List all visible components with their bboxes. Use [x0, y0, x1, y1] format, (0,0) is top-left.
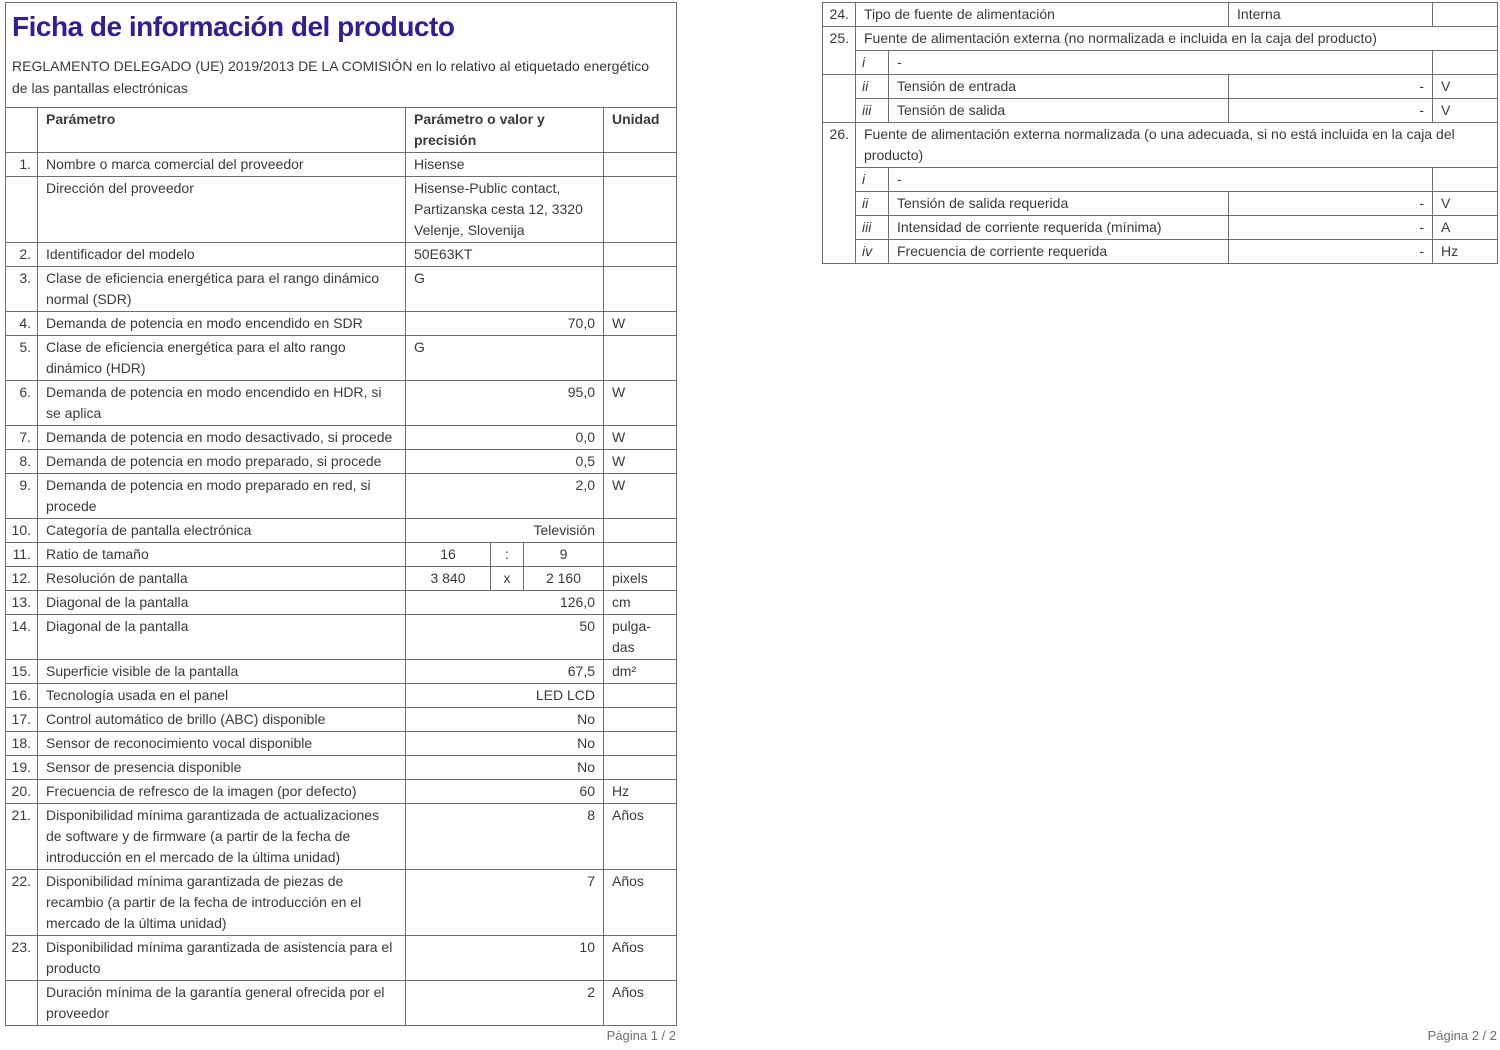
param-cell: Tecnología usada en el panel — [38, 684, 406, 708]
num-cell: 8. — [6, 450, 38, 474]
table-row — [6, 615, 677, 660]
table-row — [6, 450, 677, 474]
unit-cell — [604, 684, 677, 708]
unit-cell — [604, 177, 677, 243]
param-cell: Tensión de salida — [889, 99, 1229, 123]
num-cell: 9. — [6, 474, 38, 519]
unit-cell: V — [1433, 192, 1498, 216]
num-cell: 21. — [6, 804, 38, 870]
num-cell — [823, 75, 856, 123]
table-row — [6, 519, 677, 543]
table-row — [6, 936, 677, 981]
title-row — [6, 3, 677, 108]
table-row — [6, 732, 677, 756]
group-header-cell: Fuente de alimentación externa normalizada (o una adecuada, si no está incluida en la caja del producto) — [856, 123, 1498, 168]
value-cell: Hisense-Public contact, Partizanska cesta 12, 3320 Velenje, Slovenija — [406, 177, 604, 243]
param-cell: Control automático de brillo (ABC) disponible — [38, 708, 406, 732]
num-cell: 2. — [6, 243, 38, 267]
table-row — [823, 3, 1498, 27]
table-subrow — [823, 192, 1498, 216]
table-row-group-header — [823, 123, 1498, 168]
param-cell: Disponibilidad mínima garantizada de piezas de recambio (a partir de la fecha de introducción en el mercado de la última unidad) — [38, 870, 406, 936]
param-cell: Sensor de reconocimiento vocal disponible — [38, 732, 406, 756]
unit-cell: Años — [604, 981, 677, 1026]
param-cell: Frecuencia de corriente requerida — [889, 240, 1229, 264]
param-cell: Ratio de tamaño — [38, 543, 406, 567]
value-cell: - — [889, 168, 1433, 192]
unit-cell: W — [604, 450, 677, 474]
num-cell: 1. — [6, 153, 38, 177]
regulation-subtitle: REGLAMENTO DELEGADO (UE) 2019/2013 DE LA COMISIÓN en lo relativo al etiquetado energético de las pantallas electrónicas — [12, 58, 650, 96]
unit-cell: Años — [604, 870, 677, 936]
table-row — [6, 243, 677, 267]
unit-cell: W — [604, 474, 677, 519]
table-row — [6, 543, 677, 567]
param-cell: Disponibilidad mínima garantizada de actualizaciones de software y de firmware (a partir de la fecha de introducción en el mercado de la última unidad) — [38, 804, 406, 870]
param-cell: Demanda de potencia en modo preparado en red, si procede — [38, 474, 406, 519]
value-cell: 10 — [406, 936, 604, 981]
title-block — [6, 3, 677, 108]
param-cell: Demanda de potencia en modo encendido en SDR — [38, 312, 406, 336]
param-cell: Sensor de presencia disponible — [38, 756, 406, 780]
table-row — [6, 177, 677, 243]
param-cell: Tensión de salida requerida — [889, 192, 1229, 216]
product-fiche-page-1 — [5, 2, 676, 1026]
value-cell-a: 3 840 — [406, 567, 491, 591]
num-cell: 18. — [6, 732, 38, 756]
param-cell: Categoría de pantalla electrónica — [38, 519, 406, 543]
value-cell: 60 — [406, 780, 604, 804]
value-cell: 2,0 — [406, 474, 604, 519]
num-cell: 14. — [6, 615, 38, 660]
subindex-cell: iii — [856, 216, 889, 240]
value-cell: No — [406, 756, 604, 780]
unit-cell: cm — [604, 591, 677, 615]
table-row — [6, 336, 677, 381]
param-cell: Clase de eficiencia energética para el alto rango dinámico (HDR) — [38, 336, 406, 381]
page-title: Ficha de información del producto — [12, 11, 455, 42]
unit-cell: Años — [604, 804, 677, 870]
header-unit-cell: Unidad — [604, 108, 677, 153]
subindex-cell: ii — [856, 75, 889, 99]
param-cell: Demanda de potencia en modo desactivado, si procede — [38, 426, 406, 450]
param-cell: Clase de eficiencia energética para el rango dinámico normal (SDR) — [38, 267, 406, 312]
table-row — [6, 474, 677, 519]
product-fiche-table — [5, 2, 677, 1026]
value-cell: 2 — [406, 981, 604, 1026]
power-supply-table — [822, 2, 1498, 264]
table-row — [6, 708, 677, 732]
value-cell: Interna — [1229, 3, 1433, 27]
num-cell: 12. — [6, 567, 38, 591]
value-cell: 67,5 — [406, 660, 604, 684]
param-cell: Superficie visible de la pantalla — [38, 660, 406, 684]
header-num-cell — [6, 108, 38, 153]
table-subrow — [823, 240, 1498, 264]
num-cell: 25. — [823, 27, 856, 75]
unit-cell — [604, 153, 677, 177]
num-cell — [6, 177, 38, 243]
table-row — [6, 870, 677, 936]
value-cell: 70,0 — [406, 312, 604, 336]
subindex-cell: iii — [856, 99, 889, 123]
table-subrow — [823, 99, 1498, 123]
unit-cell: V — [1433, 99, 1498, 123]
table-subrow — [823, 168, 1498, 192]
value-cell: - — [1229, 240, 1433, 264]
num-cell: 13. — [6, 591, 38, 615]
value-cell: LED LCD — [406, 684, 604, 708]
unit-cell — [1433, 51, 1498, 75]
value-cell: Televisión — [406, 519, 604, 543]
unit-cell: Hz — [604, 780, 677, 804]
num-cell: 19. — [6, 756, 38, 780]
unit-cell: V — [1433, 75, 1498, 99]
unit-cell — [1433, 3, 1498, 27]
num-cell: 24. — [823, 3, 856, 27]
param-cell: Frecuencia de refresco de la imagen (por defecto) — [38, 780, 406, 804]
param-cell: Identificador del modelo — [38, 243, 406, 267]
num-cell: 7. — [6, 426, 38, 450]
num-cell: 16. — [6, 684, 38, 708]
table-row — [6, 591, 677, 615]
unit-cell — [604, 243, 677, 267]
param-cell: Nombre o marca comercial del proveedor — [38, 153, 406, 177]
unit-cell: W — [604, 426, 677, 450]
unit-cell — [1433, 168, 1498, 192]
param-cell: Demanda de potencia en modo encendido en HDR, si se aplica — [38, 381, 406, 426]
value-cell: 8 — [406, 804, 604, 870]
param-cell: Resolución de pantalla — [38, 567, 406, 591]
unit-cell: A — [1433, 216, 1498, 240]
table-row — [6, 381, 677, 426]
header-param-cell: Parámetro — [38, 108, 406, 153]
product-fiche-page-2 — [822, 2, 1497, 264]
num-cell: 4. — [6, 312, 38, 336]
unit-cell — [604, 708, 677, 732]
subindex-cell: i — [856, 168, 889, 192]
num-cell: 10. — [6, 519, 38, 543]
table-row — [6, 567, 677, 591]
table-row — [6, 804, 677, 870]
num-cell: 5. — [6, 336, 38, 381]
value-cell: - — [1229, 75, 1433, 99]
value-cell: G — [406, 267, 604, 312]
table-subrow — [823, 75, 1498, 99]
subindex-cell: iv — [856, 240, 889, 264]
param-cell: Demanda de potencia en modo preparado, si procede — [38, 450, 406, 474]
num-cell: 15. — [6, 660, 38, 684]
num-cell: 3. — [6, 267, 38, 312]
value-cell: 50E63KT — [406, 243, 604, 267]
param-cell: Duración mínima de la garantía general ofrecida por el proveedor — [38, 981, 406, 1026]
table-row — [6, 267, 677, 312]
table-subrow — [823, 216, 1498, 240]
param-cell: Intensidad de corriente requerida (mínima) — [889, 216, 1229, 240]
table-header-row — [6, 108, 677, 153]
value-cell: - — [1229, 192, 1433, 216]
value-cell: 7 — [406, 870, 604, 936]
value-separator-cell: : — [491, 543, 524, 567]
table-row — [6, 660, 677, 684]
param-cell: Disponibilidad mínima garantizada de asistencia para el producto — [38, 936, 406, 981]
table-row — [6, 153, 677, 177]
value-cell: - — [889, 51, 1433, 75]
unit-cell: pixels — [604, 567, 677, 591]
value-cell: Hisense — [406, 153, 604, 177]
value-cell: 0,5 — [406, 450, 604, 474]
group-header-cell: Fuente de alimentación externa (no normalizada e incluida en la caja del producto) — [856, 27, 1498, 51]
num-cell: 20. — [6, 780, 38, 804]
num-cell: 6. — [6, 381, 38, 426]
value-cell: No — [406, 732, 604, 756]
num-cell — [6, 981, 38, 1026]
table-row — [6, 981, 677, 1026]
value-cell-b: 9 — [524, 543, 604, 567]
value-cell-b: 2 160 — [524, 567, 604, 591]
value-cell-a: 16 — [406, 543, 491, 567]
param-cell: Diagonal de la pantalla — [38, 591, 406, 615]
table-row — [6, 312, 677, 336]
num-cell: 26. — [823, 123, 856, 264]
value-cell: G — [406, 336, 604, 381]
page-2-number: Página 2 / 2 — [1427, 1028, 1497, 1043]
param-cell: Dirección del proveedor — [38, 177, 406, 243]
unit-cell — [604, 267, 677, 312]
num-cell: 17. — [6, 708, 38, 732]
unit-cell — [604, 543, 677, 567]
unit-cell: W — [604, 312, 677, 336]
num-cell: 23. — [6, 936, 38, 981]
unit-cell: Hz — [1433, 240, 1498, 264]
page-1-number: Página 1 / 2 — [606, 1028, 676, 1043]
table-row — [6, 780, 677, 804]
table-row — [6, 426, 677, 450]
unit-cell — [604, 756, 677, 780]
unit-cell: W — [604, 381, 677, 426]
param-cell: Tensión de entrada — [889, 75, 1229, 99]
value-cell: 0,0 — [406, 426, 604, 450]
value-cell: 95,0 — [406, 381, 604, 426]
value-cell: 126,0 — [406, 591, 604, 615]
param-cell: Diagonal de la pantalla — [38, 615, 406, 660]
value-cell: No — [406, 708, 604, 732]
unit-cell: dm² — [604, 660, 677, 684]
value-cell: - — [1229, 99, 1433, 123]
unit-cell — [604, 336, 677, 381]
subindex-cell: ii — [856, 192, 889, 216]
subindex-cell: i — [856, 51, 889, 75]
value-separator-cell: x — [491, 567, 524, 591]
table-row-group-header — [823, 27, 1498, 51]
unit-cell — [604, 519, 677, 543]
table-row — [6, 756, 677, 780]
num-cell: 22. — [6, 870, 38, 936]
value-cell: 50 — [406, 615, 604, 660]
table-row — [6, 684, 677, 708]
unit-cell: Años — [604, 936, 677, 981]
unit-cell — [604, 732, 677, 756]
unit-cell: pulgadas — [604, 615, 677, 660]
num-cell: 11. — [6, 543, 38, 567]
value-cell: - — [1229, 216, 1433, 240]
table-subrow — [823, 51, 1498, 75]
header-value-cell: Parámetro o valor y precisión — [406, 108, 604, 153]
param-cell: Tipo de fuente de alimentación — [856, 3, 1229, 27]
